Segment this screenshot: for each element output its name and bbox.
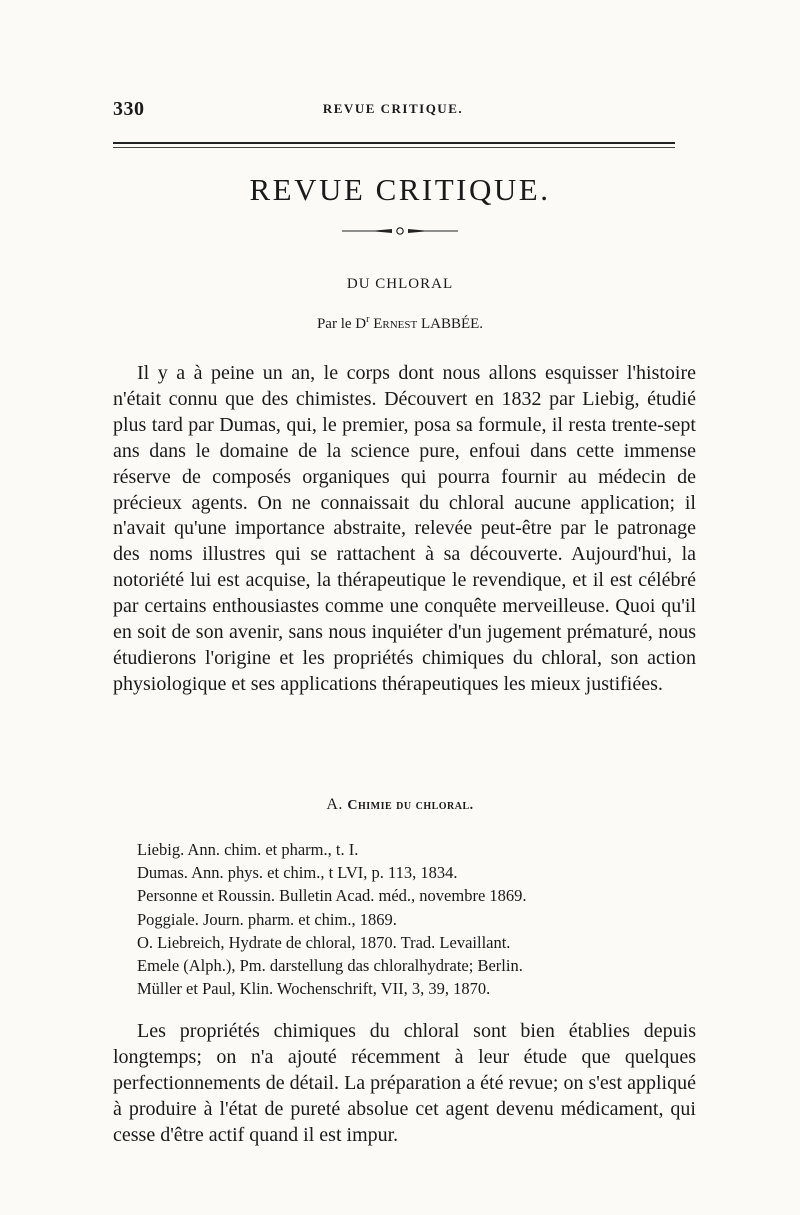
section-label: A. <box>326 796 343 813</box>
byline <box>0 314 800 333</box>
header-rule <box>113 142 675 148</box>
page-number: 330 <box>113 98 145 120</box>
reference-item: Poggiale. Journ. pharm. et chim., 1869. <box>137 909 397 929</box>
running-head <box>113 98 673 122</box>
reference-item: O. Liebreich, Hydrate de chloral, 1870. Trad. Levaillant. <box>137 932 511 952</box>
article-title: DU CHLORAL <box>346 276 454 292</box>
running-title: REVUE CRITIQUE. <box>322 101 464 116</box>
byline-author: Ernest LABBÉE. <box>373 316 484 332</box>
reference-item: Personne et Roussin. Bulletin Acad. méd., novembre 1869. <box>137 886 527 906</box>
byline-sup: r <box>366 314 370 325</box>
reference-item: Müller et Paul, Klin. Wochenschrift, VII, 3, 39, 1870. <box>137 979 491 999</box>
reference-item: Dumas. Ann. phys. et chim., t LVI, p. 113, 1834. <box>137 863 458 883</box>
reference-item: Emele (Alph.), Pm. darstellung das chloralhydrate; Berlin. <box>137 956 523 976</box>
section-title: Chimie du chloral. <box>347 798 474 813</box>
body-paragraph: Il y a à peine un an, le corps dont nous allons esquisser l'histoire n'était connu que des chimistes. Découvert en 1832 par Liebig, étudié plus tard par Dumas, qui, le premier, posa sa formule, il resta trente-sept ans dans le domaine de la science pure, enfoui dans cette immense réserve de composés organiques qui pourra fournir au médecin de précieux agents. On ne connaissait du chloral aucune application; il n'avait qu'une importance abstraite, relevée peut-être par le patronage des noms illustres qui se rattachent à sa découverte. Aujourd'hui, la notoriété lui est acquise, la thérapeutique le revendique, et il est célébré par certains enthousiastes comme une conquête merveilleuse. Quoi qu'il en soit de son avenir, sans nous inquiéter d'un jugement prématuré, nous étudierons l'origine et les propriétés chimiques du chloral, son action physiologique et ses applications thérapeutiques les mieux justifiées. <box>113 362 696 695</box>
byline-prefix: Par le D <box>316 316 367 332</box>
reference-list <box>137 838 697 1000</box>
section-heading <box>0 796 800 814</box>
reference-item: Liebig. Ann. chim. et pharm., t. I. <box>137 840 359 859</box>
ornament-divider <box>340 225 460 237</box>
body-paragraph: Les propriétés chimiques du chloral sont bien établies depuis longtemps; on n'a ajouté récemment à leur étude que quelques perfectionnements de détail. La préparation a été revue; on s'est appliqué à produire à l'état de pureté absolue cet agent devenu médicament, qui cesse d'être actif quand il est impur. <box>113 1020 696 1146</box>
main-title: REVUE CRITIQUE. <box>249 172 551 207</box>
